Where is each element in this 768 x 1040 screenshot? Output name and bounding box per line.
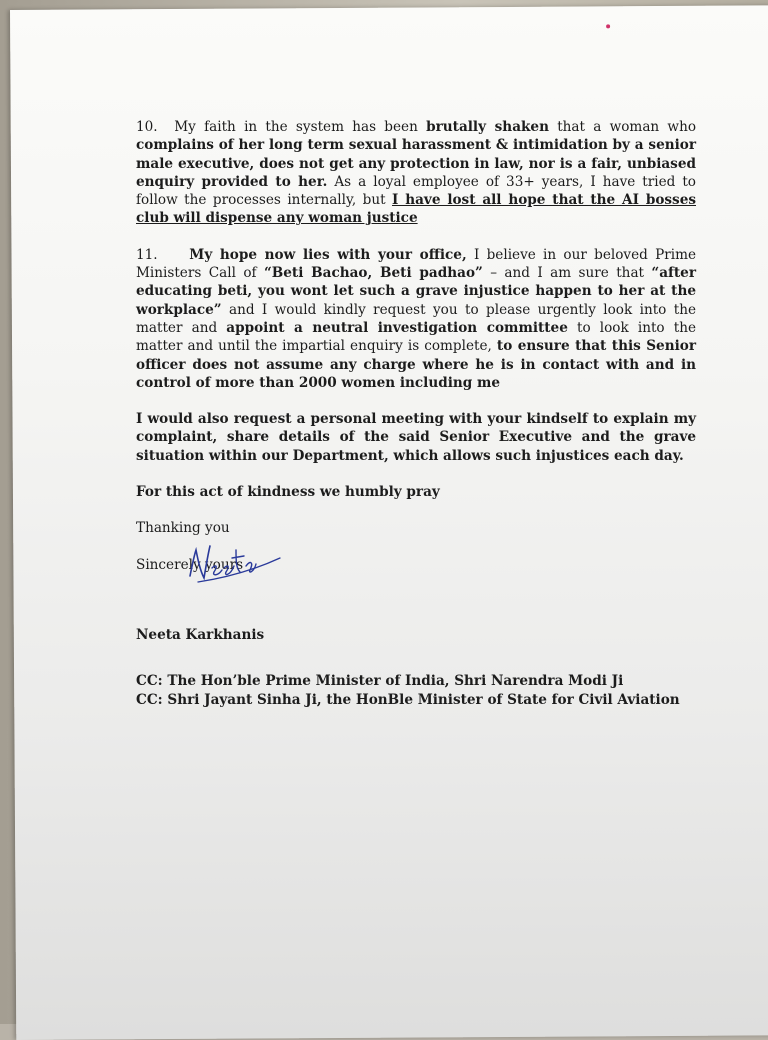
paragraph-meeting-request (136, 410, 696, 465)
paragraph-11 (136, 246, 696, 392)
bold-segment: brutally shaken (426, 119, 549, 135)
cc-line (136, 691, 696, 709)
prayer-line (136, 483, 696, 501)
cc-block (136, 672, 696, 709)
text-segment: I believe in our beloved Prime Ministers Call of (136, 246, 697, 282)
ink-mark (606, 24, 610, 28)
signature-gap (136, 592, 696, 626)
text-segment: and I would kindly request you to please urgently look into the matter and (136, 301, 696, 336)
thanking-line: Thanking you (136, 520, 230, 537)
letter-body (136, 118, 696, 709)
bold-segment: CC: The Hon’ble Prime Minister of India, Shri Narendra Modi Ji (136, 673, 624, 690)
text-segment: that a woman who (557, 119, 697, 135)
bold-segment: I would also request a personal meeting with your kindself to explain my complaint, share details of the said Senior Executive and the grave situation within our Department, which allows such injustices each day. (136, 411, 696, 464)
bold-segment: For this act of kindness we humbly pray (136, 484, 440, 501)
paragraph-number: 11. (136, 246, 158, 263)
signature-image (184, 536, 284, 592)
bold-segment: complains of her long term sexual harassment & intimidation by a senior male executive, does not get any protection in law, nor is a fair, unbiased enquiry provided to her. (136, 137, 696, 190)
bold-segment: appoint a neutral investigation committee (226, 319, 568, 336)
text-segment: As a loyal employee of 33+ years, I have tried to follow the processes internally, but (136, 173, 696, 209)
bold-segment: CC: Shri Jayant Sinha Ji, the HonBle Minister of State for Civil Aviation (136, 691, 680, 708)
signatory-name (136, 626, 696, 644)
closing-text: Sincerely yours (136, 556, 244, 573)
bold-segment: My hope now lies with your office, (189, 246, 467, 263)
bold-segment: to ensure that this Senior officer does not assume any charge where he is in contact with and in control of more than 2000 women including me (136, 338, 696, 391)
bold-segment: “after educating beti, you wont let such a grave injustice happen to her at the workplace” (136, 265, 696, 318)
text-segment: – and I am sure that (490, 265, 645, 282)
text-segment: to look into the matter and until the impartial enquiry is complete, (136, 319, 696, 355)
bold-segment: “Beti Bachao, Beti padhao” (263, 265, 483, 282)
cc-line (136, 672, 696, 690)
paragraph-10 (136, 118, 696, 228)
text-segment: My faith in the system has been (174, 119, 418, 135)
underlined-bold-segment: I have lost all hope that the AI bosses club will dispense any woman justice (136, 192, 696, 227)
bold-segment: Neeta Karkhanis (136, 626, 265, 643)
paragraph-number: 10. (136, 119, 158, 135)
closing-line (136, 556, 696, 574)
